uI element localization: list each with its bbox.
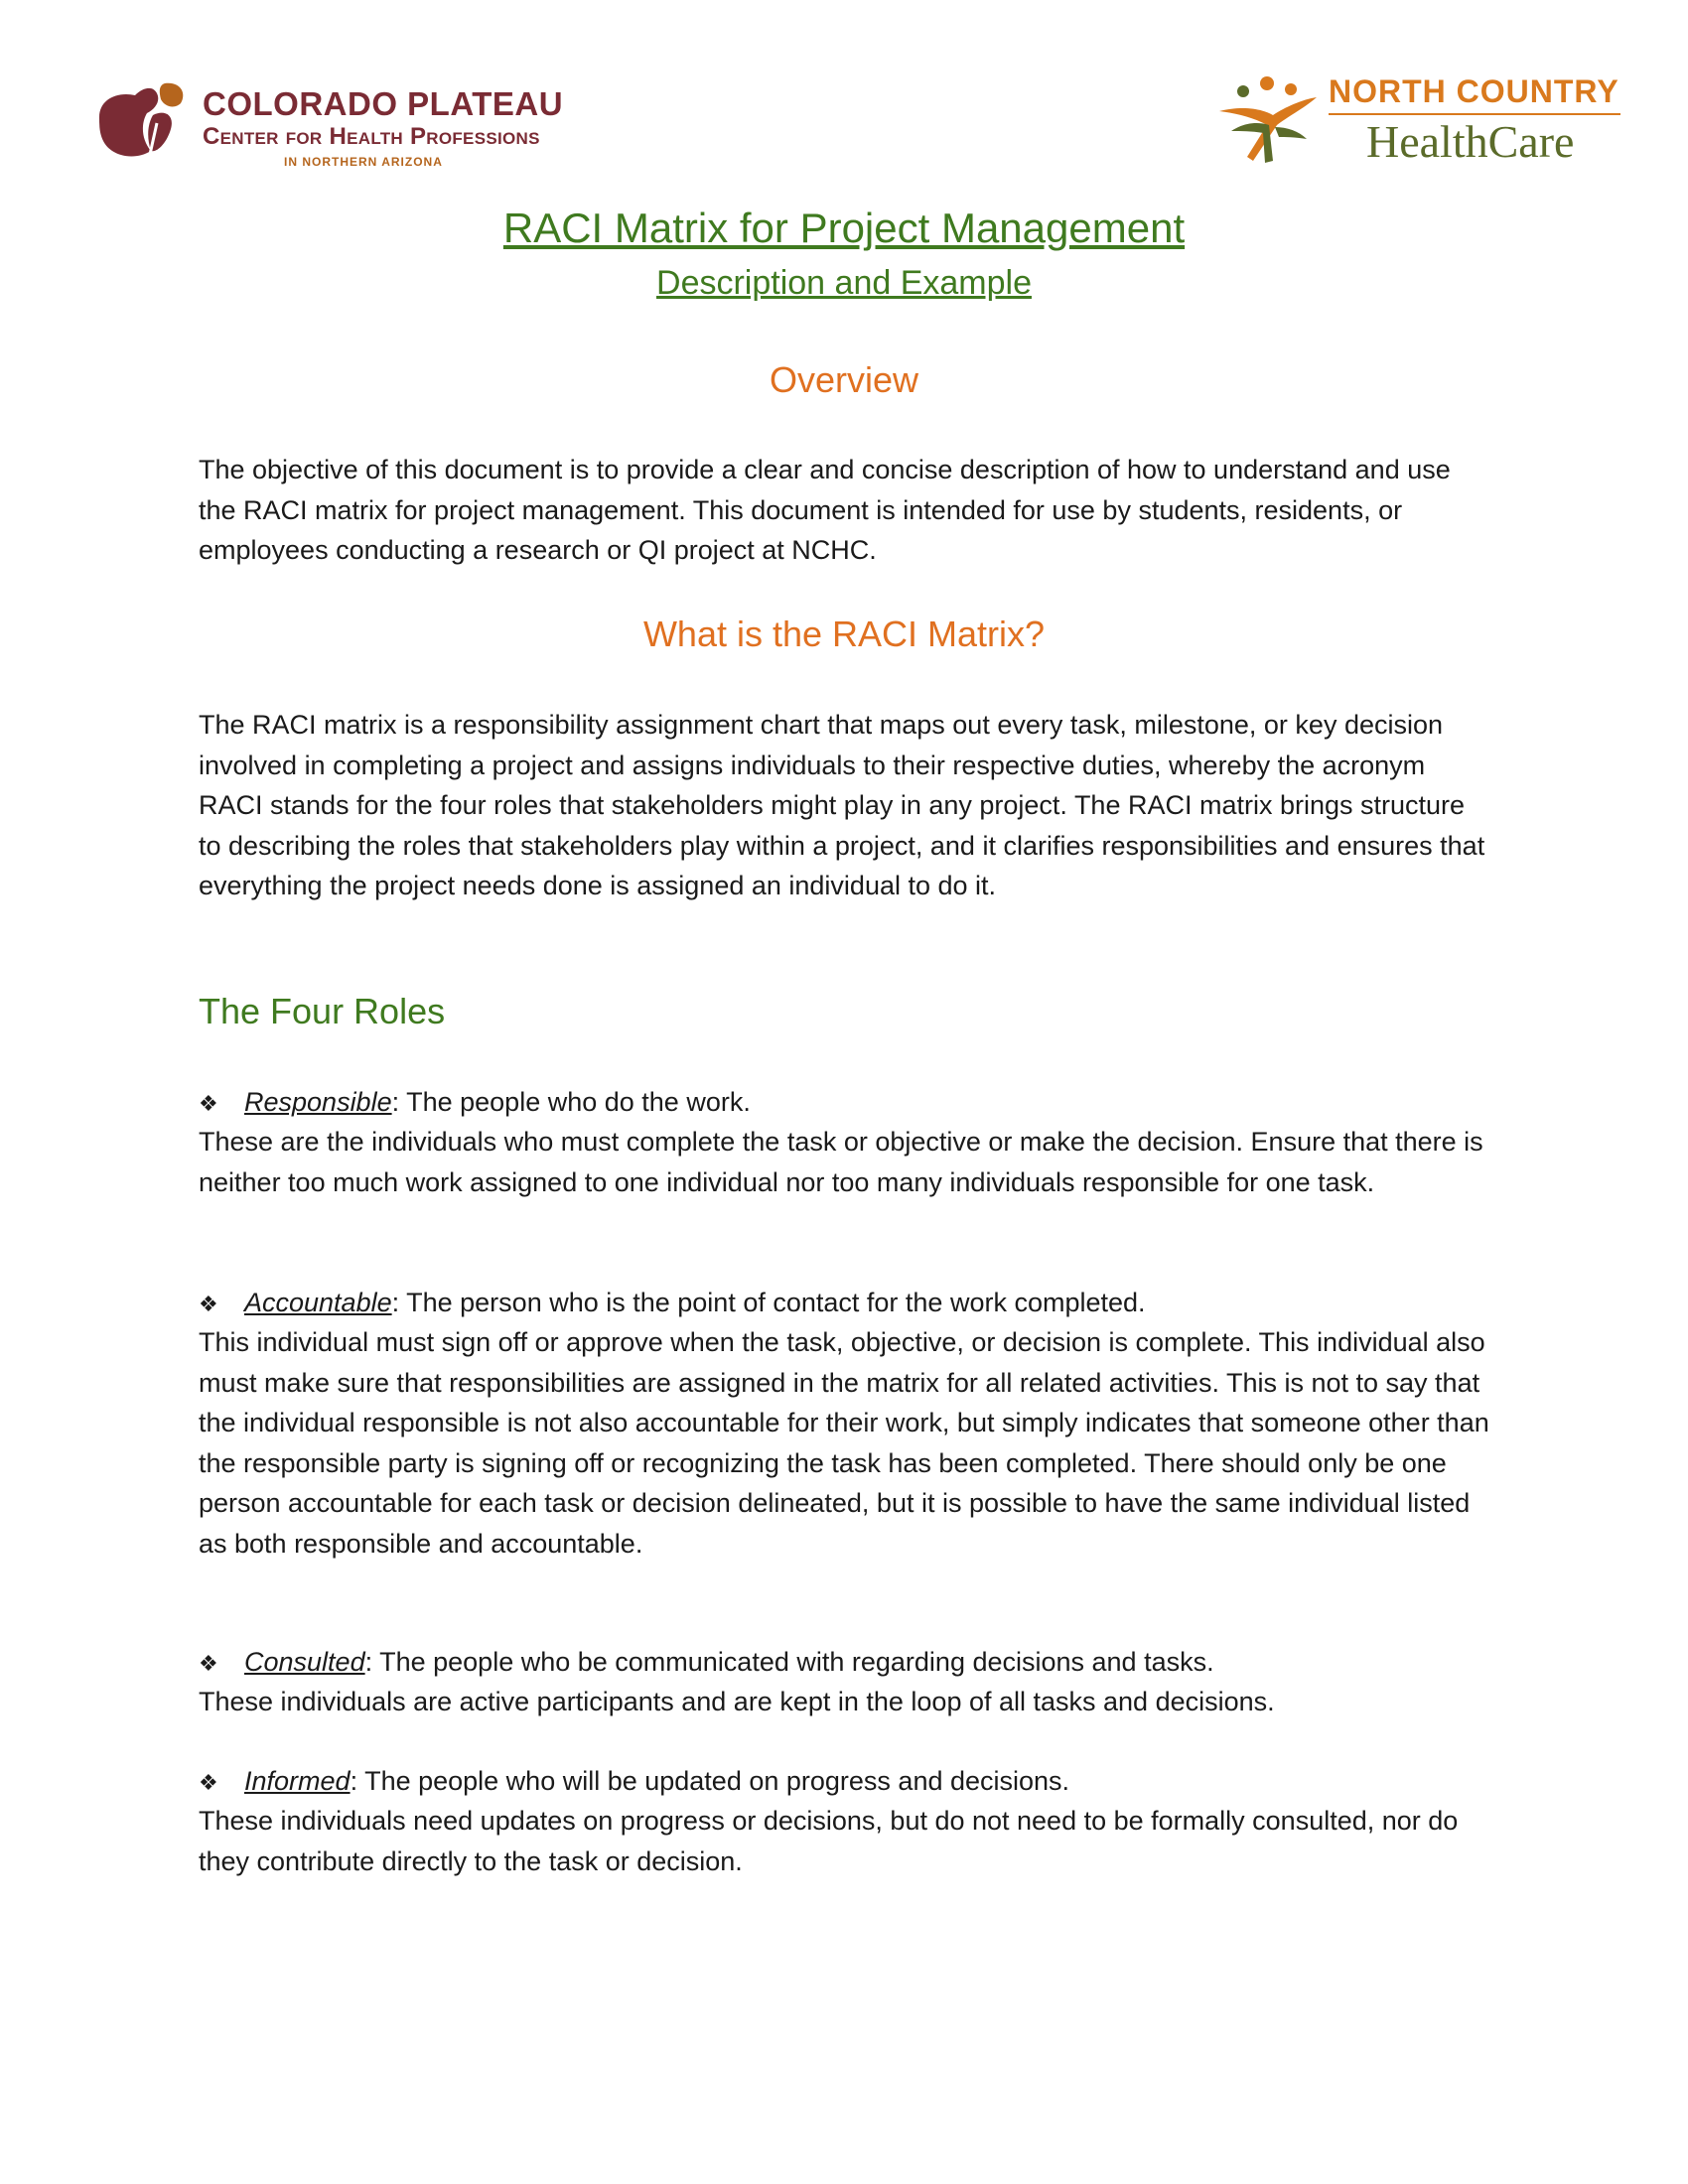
north-country-figures-icon (1213, 71, 1323, 171)
overview-heading: Overview (769, 359, 919, 400)
bullet-diamond-icon: ❖ (199, 1091, 218, 1116)
role-summary: : The people who be communicated with regarding decisions and tasks. (364, 1647, 1214, 1677)
role-name: Accountable (244, 1288, 392, 1317)
overview-paragraph: The objective of this document is to provide a clear and concise description of how to understand and use the RACI matrix for project management. This document is intended for use by students, residents, or employees conducting a research or QI project at NCHC. (199, 455, 1451, 565)
north-country-logo (1213, 71, 1620, 171)
role-responsible (199, 1082, 751, 1124)
what-is-heading: What is the RACI Matrix? (642, 614, 1046, 654)
bullet-diamond-icon: ❖ (199, 1651, 218, 1676)
colorado-plateau-logo (95, 79, 562, 169)
role-accountable (199, 1283, 1146, 1324)
role-consulted (199, 1642, 1214, 1684)
left-logo-line1: COLORADO PLATEAU (203, 85, 564, 122)
bullet-diamond-icon: ❖ (199, 1292, 218, 1316)
four-roles-heading: The Four Roles (199, 991, 446, 1031)
left-logo-line2: Center for Health Professions (203, 123, 540, 150)
colorado-plateau-emblem-icon (95, 79, 195, 169)
document-subtitle: Description and Example (656, 264, 1032, 302)
role-accountable-detail: This individual must sign off or approve when the task, objective, or decision is complete. This individual also must make sure that responsibilities are assigned in the matrix for all related activities. This is not to say that the individual responsible is not also accountable for their work, but simply indicates that someone other than the responsible party is signing off or recognizing the task has been completed. There should only be one person accountable for each task or decision delineated, but it is possible to have the same individual listed as both responsible and accountable. (199, 1327, 1489, 1559)
bullet-diamond-icon: ❖ (199, 1770, 218, 1795)
role-summary: : The person who is the point of contact for the work completed. (391, 1288, 1146, 1317)
role-informed (199, 1761, 1069, 1803)
role-summary: : The people who do the work. (391, 1087, 751, 1117)
role-summary: : The people who will be updated on progress and decisions. (350, 1766, 1070, 1796)
what-is-paragraph: The RACI matrix is a responsibility assignment chart that maps out every task, milestone, or key decision involved in completing a project and assigns individuals to their respective duties, whereby the acronym RACI stands for the four roles that stakeholders might play in any project. The RACI matrix brings structure to describing the roles that stakeholders play within a project, and it clarifies responsibilities and ensures that everything the project needs done is assigned an individual to do it. (199, 710, 1485, 900)
role-informed-detail: These individuals need updates on progress or decisions, but do not need to be formally consulted, nor do they contribute directly to the task or decision. (199, 1806, 1459, 1876)
left-logo-line3: IN NORTHERN ARIZONA (284, 155, 443, 169)
role-name: Responsible (244, 1087, 392, 1117)
role-consulted-detail: These individuals are active participants and are kept in the loop of all tasks and decisions. (199, 1687, 1275, 1716)
right-logo-line2: HealthCare (1366, 116, 1575, 167)
role-name: Informed (244, 1766, 351, 1796)
role-name: Consulted (244, 1647, 365, 1677)
document-title: RACI Matrix for Project Management (502, 205, 1186, 251)
role-responsible-detail: These are the individuals who must complete the task or objective or make the decision. Ensure that there is neither too much work assigned to one individual nor too many individuals responsible for one task. (199, 1127, 1483, 1197)
right-logo-line1: NORTH COUNTRY (1329, 73, 1619, 109)
